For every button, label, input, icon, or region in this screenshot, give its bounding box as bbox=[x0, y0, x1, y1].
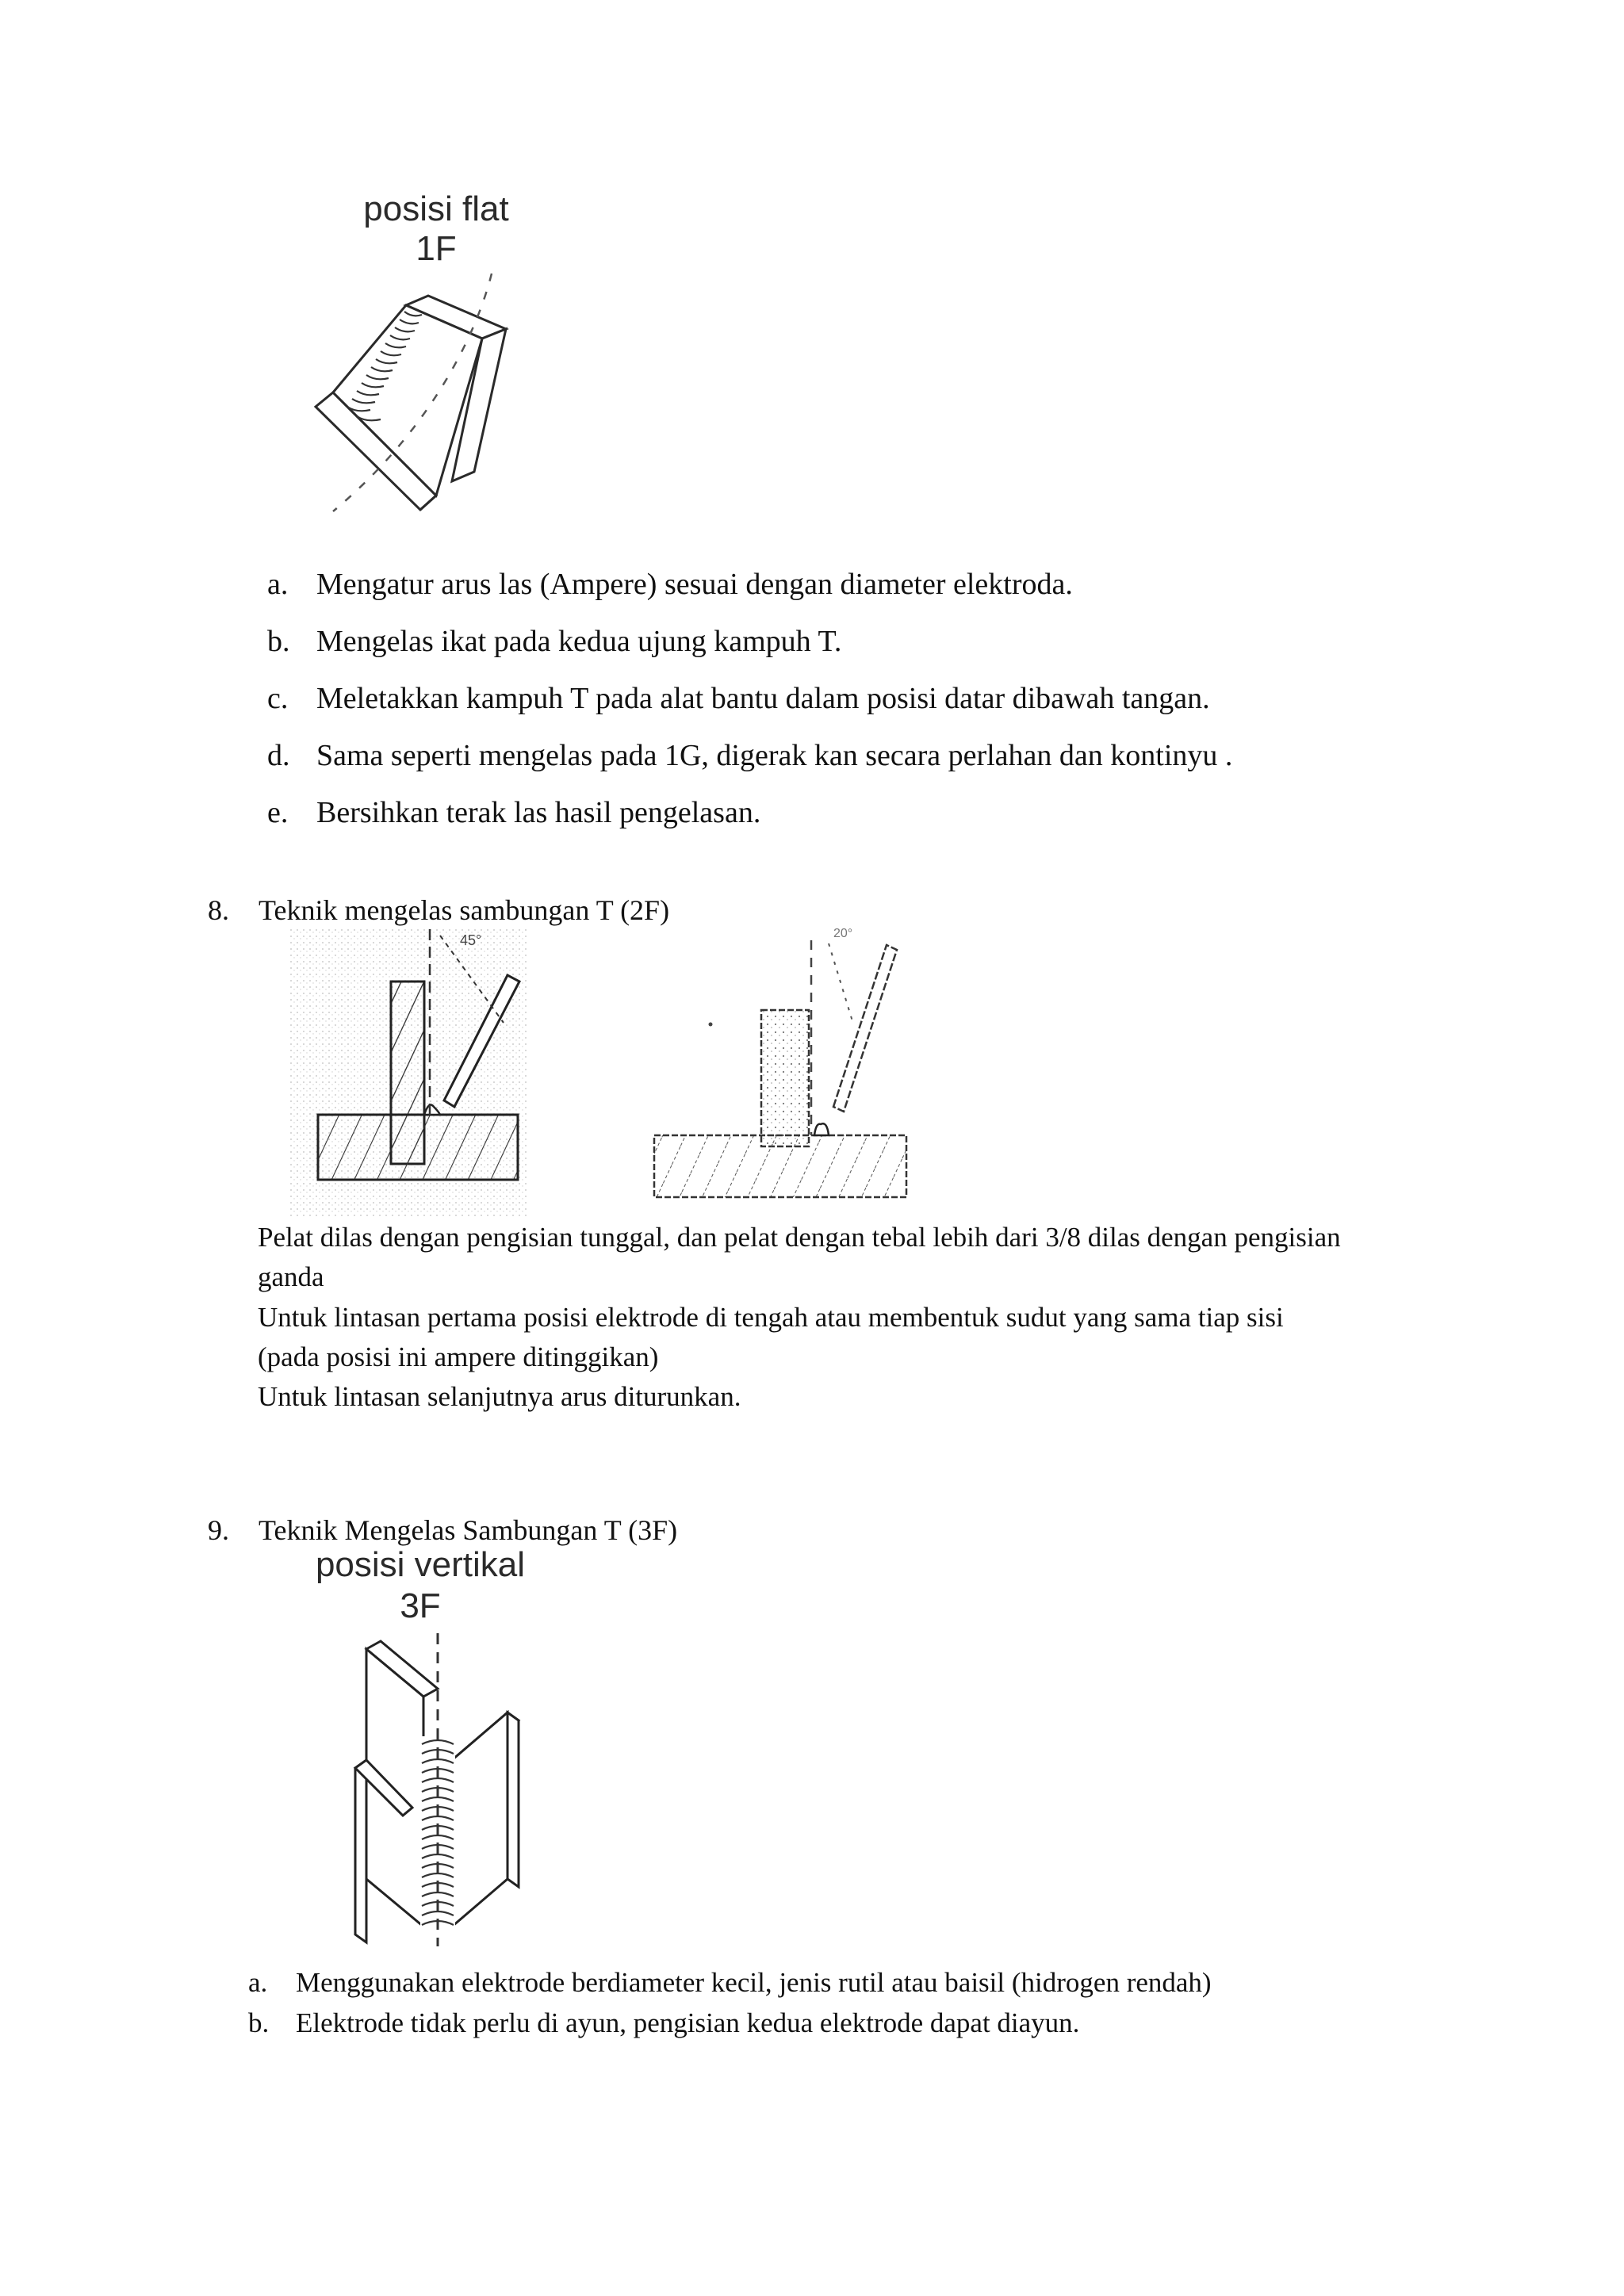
paragraph-line: Untuk lintasan selanjutnya arus diturunkan. bbox=[258, 1381, 741, 1412]
figure-2f-right-angle: 20° bbox=[833, 927, 853, 940]
figure-2f-right bbox=[646, 926, 932, 1219]
list-text: Mengelas ikat pada kedua ujung kampuh T. bbox=[316, 625, 842, 658]
list-text: Menggunakan elektrode berdiameter kecil, jenis rutil atau baisil (hidrogen rendah) bbox=[296, 1967, 1212, 1998]
list-text: Elektrode tidak perlu di ayun, pengisian kedua elektrode dapat diayun. bbox=[296, 2007, 1080, 2038]
list-marker: d. bbox=[267, 739, 290, 772]
figure-1f-label-line1: posisi flat bbox=[363, 189, 509, 228]
figure-1f-label-line2: 1F bbox=[416, 229, 457, 268]
figure-3f-label-line1: posisi vertikal bbox=[315, 1545, 526, 1584]
figure-3f-illustration bbox=[349, 1641, 531, 1950]
list-marker: a. bbox=[267, 568, 289, 601]
list-text: Sama seperti mengelas pada 1G, digerak kan secara perlahan dan kontinyu . bbox=[316, 739, 1233, 772]
figure-1f-label bbox=[325, 189, 547, 268]
list-marker: e. bbox=[267, 796, 289, 829]
section-number: 9. bbox=[208, 1514, 229, 1546]
list-marker: b. bbox=[267, 625, 290, 658]
figure-1f-illustration bbox=[309, 274, 531, 519]
section-title: Teknik Mengelas Sambungan T (3F) bbox=[259, 1514, 678, 1546]
list-text: Bersihkan terak las hasil pengelasan. bbox=[316, 796, 761, 829]
section-number: 8. bbox=[208, 894, 229, 926]
figure-2f-left-angle: 45° bbox=[460, 932, 482, 948]
list-text: Meletakkan kampuh T pada alat bantu dalam posisi datar dibawah tangan. bbox=[316, 682, 1210, 715]
paragraph-line: (pada posisi ini ampere ditinggikan) bbox=[258, 1341, 659, 1372]
list-marker: c. bbox=[267, 682, 289, 715]
list-marker: b. bbox=[248, 2007, 270, 2038]
figure-3f-label bbox=[301, 1545, 539, 1625]
paragraph-line: Pelat dilas dengan pengisian tunggal, dan pelat dengan tebal lebih dari 3/8 dilas dengan pengisian bbox=[258, 1222, 1341, 1253]
list-text: Mengatur arus las (Ampere) sesuai dengan diameter elektroda. bbox=[316, 568, 1073, 601]
paragraph-line: ganda bbox=[258, 1261, 324, 1292]
paragraph-line: Untuk lintasan pertama posisi elektrode di tengah atau membentuk sudut yang sama tiap sisi bbox=[258, 1302, 1284, 1333]
list-marker: a. bbox=[248, 1967, 268, 1998]
section-title: Teknik mengelas sambungan T (2F) bbox=[259, 894, 670, 926]
figure-2f-left bbox=[289, 928, 559, 1221]
figure-3f-label-line2: 3F bbox=[400, 1586, 441, 1625]
